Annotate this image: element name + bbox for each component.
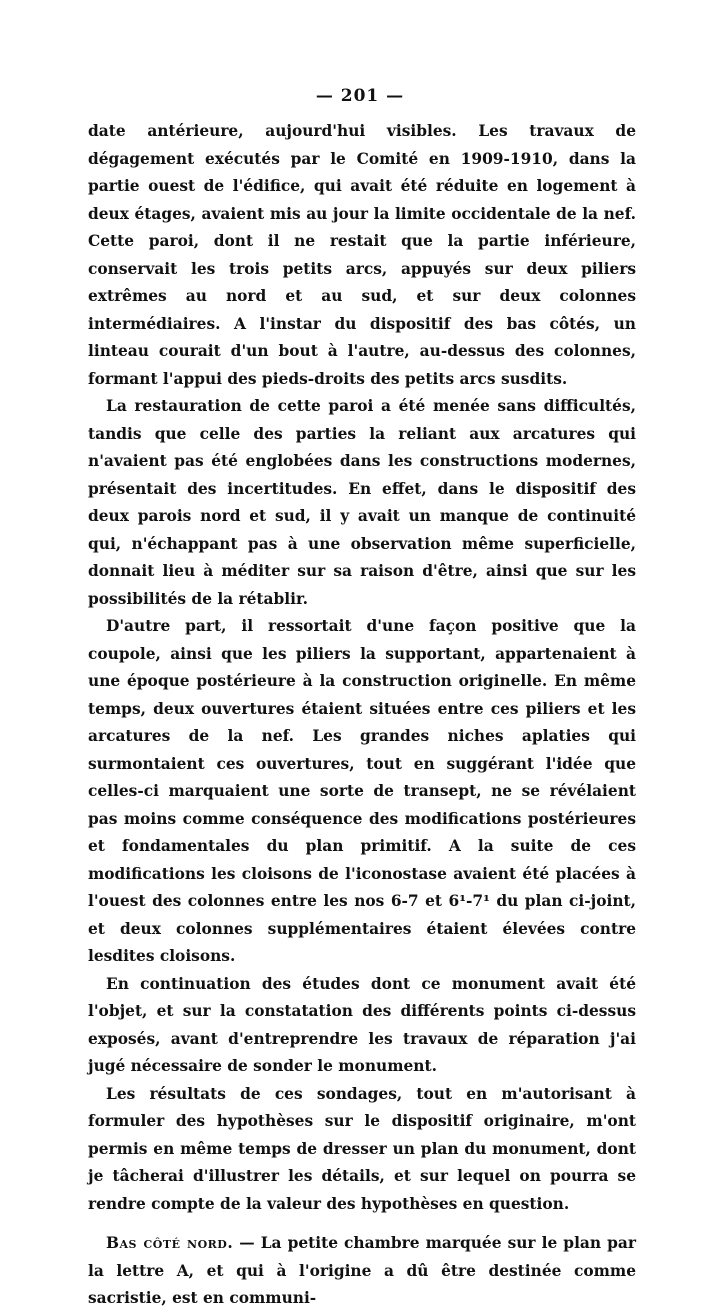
paragraph-6-text: — La petite chambre marquée sur le plan par la lettre A, et qui à l'origine a dû être destinée comme sacristie, est en communi- (88, 1234, 636, 1307)
paragraph-2: La restauration de cette paroi a été menée sans difficultés, tandis que celle des parties la reliant aux arcatures qui n'avaient pas été englobées dans les constructions modernes, présentait des incertitudes. En effet, dans le dispositif des deux parois nord et sud, il y avait un manque de continuité qui, n'échappant pas à une observation même superficielle, donnait lieu à méditer sur sa raison d'être, ainsi que sur les possibilités de la rétablir. (88, 397, 636, 608)
paragraph-4: En continuation des études dont ce monument avait été l'objet, et sur la constatation des différents points ci-dessus exposés, avant d'entreprendre les travaux de réparation j'ai jugé nécessaire de sonder le monument. (88, 974, 636, 1075)
paragraph-3: D'autre part, il ressortait d'une façon positive que la coupole, ainsi que les piliers la supportant, appartenaient à une époque postérieure à la construction originelle. En même temps, deux ouvertures étaient situées entre ces piliers et les arcatures de la nef. Les grandes niches aplaties qui surmontaient ces ouvertures, tout en suggérant l'idée que celles-ci marquaient une sorte de transept, ne se révélaient pas moins comme conséquence des modifications postérieures et fondamentales du plan primitif. A la suite de ces modifications les cloisons de l'iconostase avaient été placées à l'ouest des colonnes entre les nos 6-7 et 6¹-7¹ du plan ci-joint, et deux colonnes supplémentaires étaient élevées contre lesdites cloisons. (88, 617, 636, 965)
page-number: — 201 — (315, 86, 405, 106)
section-heading-bas-cote-nord: Bas côté nord. (106, 1234, 234, 1252)
paragraph-1: date antérieure, aujourd'hui visibles. Les travaux de dégagement exécutés par le Comité en 1909-1910, dans la partie ouest de l'édifice, qui avait été réduite en logement à deux étages, avaient mis au jour la limite occidentale de la nef. Cette paroi, dont il ne restait que la partie inférieure, conservait les trois petits arcs, appuyés sur deux piliers extrêmes au nord et au sud, et sur deux colonnes intermédiaires. A l'instar du dispositif des bas côtés, un linteau courait d'un bout à l'autre, au-dessus des colonnes, formant l'appui des pieds-droits des petits arcs susdits. (88, 122, 636, 388)
paragraph-5: Les résultats de ces sondages, tout en m'autorisant à formuler des hypothèses sur le dispositif originaire, m'ont permis en même temps de dresser un plan du monument, dont je tâcherai d'illustrer les détails, et sur lequel on pourra se rendre compte de la valeur des hypothèses en question. (88, 1084, 636, 1213)
section-gap (88, 1218, 636, 1230)
paragraph-6 (88, 1230, 636, 1313)
body-text (88, 118, 636, 1313)
